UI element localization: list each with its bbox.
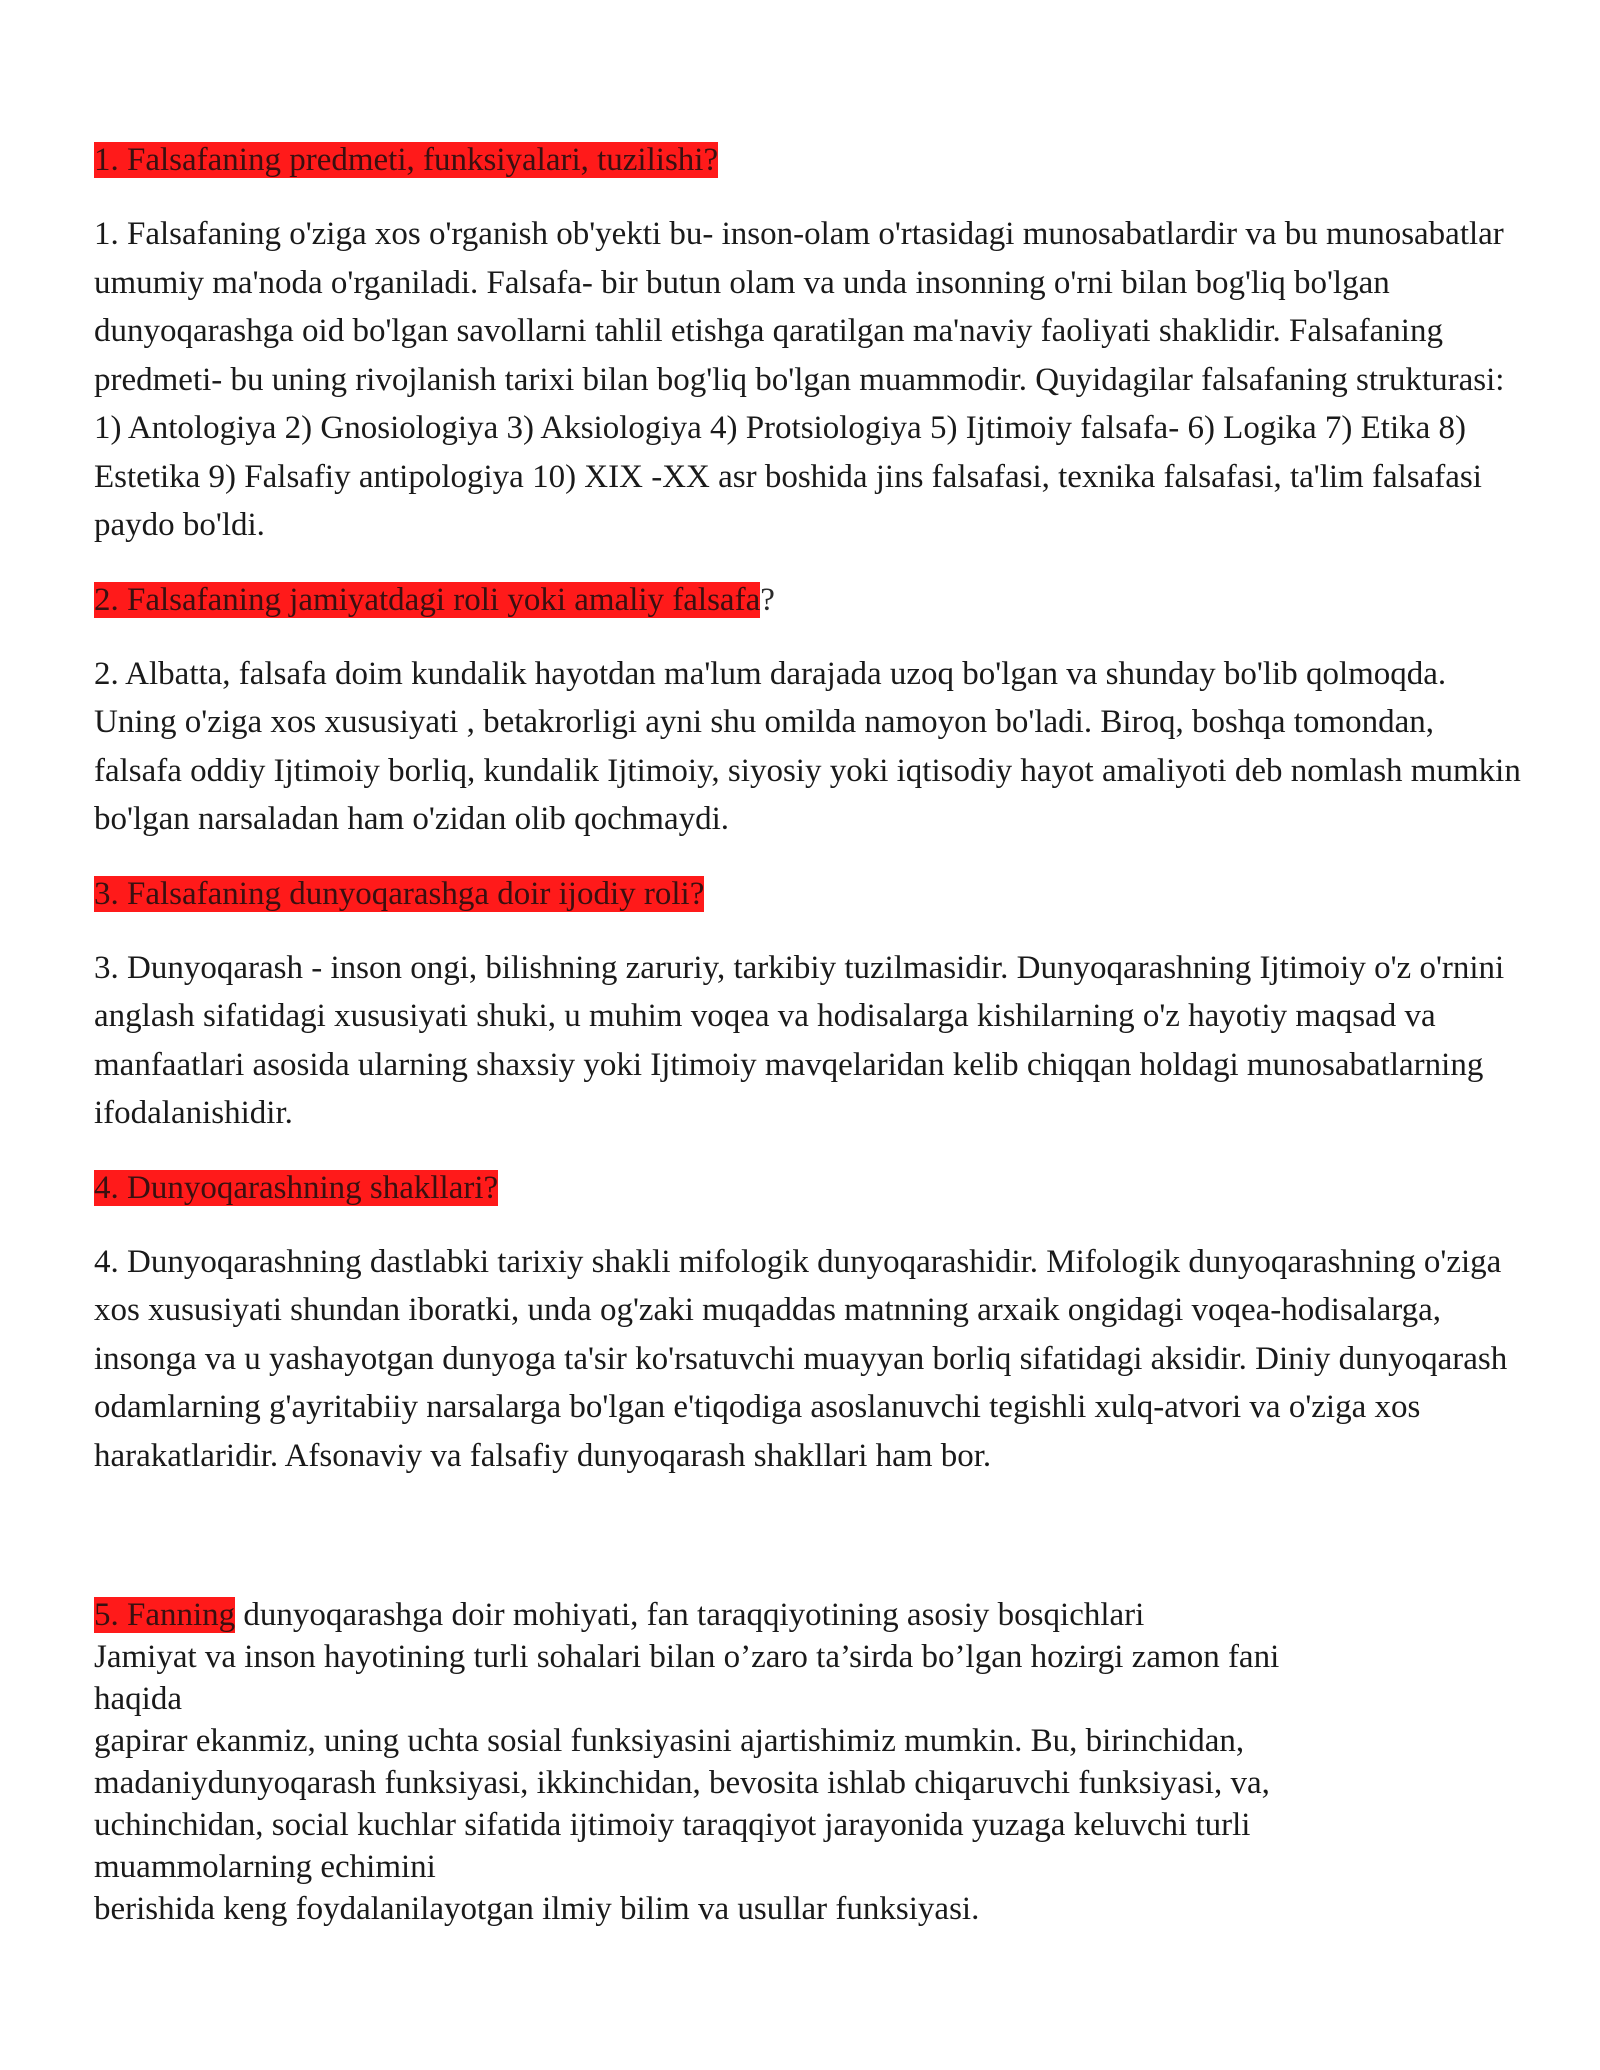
answer-paragraph-4: 4. Dunyoqarashning dastlabki tarixiy shakli mifologik dunyoqarashidir. Mifologik dunyoqarashning o'ziga xos xususiyati shundan iboratki, unda og'zaki muqaddas matnning arxaik ongidagi voqea-hodisalarga, insonga va u yashayotgan dunyoga ta'sir ko'rsatuvchi muayyan borliq sifatidagi aksidir. Diniy dunyoqarash odamlarning g'ayritabiiy narsalarga bo'lgan e'tiqodiga asoslanuvchi tegishli xulq-atvori va o'ziga xos harakatlaridir. Afsonaviy va falsafiy dunyoqarash shakllari ham bor. xyxy=(94,1243,1508,1474)
section-5-block xyxy=(94,1594,1524,1930)
answer-paragraph-3: 3. Dunyoqarash - inson ongi, bilishning zaruriy, tarkibiy tuzilmasidir. Dunyoqarashning Ijtimoiy o'z o'rnini anglash sifatidagi xususiyati shuki, u muhim voqea va hodisalarga kishilarning o'z hayotiy maqsad va manfaatlari asosida ularning shaxsiy yoki Ijtimoiy mavqelaridan kelib chiqqan holdagi munosabatlarning ifodalanishidir. xyxy=(94,949,1505,1131)
heading-highlight: 3. Falsafaning dunyoqarashga doir ijodiy roli? xyxy=(94,875,705,912)
question-heading-4 xyxy=(94,1164,1524,1212)
text-line: berishida keng foydalanilayotgan ilmiy bilim va usullar funksiyasi. xyxy=(94,1891,980,1927)
question-heading-3 xyxy=(94,870,1524,918)
text-line: haqida xyxy=(94,1681,182,1717)
text-line: uchinchidan, social kuchlar sifatida ijtimoiy taraqqiyot jarayonida yuzaga keluvchi turli xyxy=(94,1807,1251,1843)
question-heading-1 xyxy=(94,136,1524,184)
text-line: Jamiyat va inson hayotining turli sohalari bilan o’zaro ta’sirda bo’lgan hozirgi zamon fani xyxy=(94,1639,1280,1675)
heading-highlight: 5. Fanning xyxy=(94,1597,236,1633)
heading-highlight: 4. Dunyoqarashning shakllari? xyxy=(94,1169,499,1206)
question-heading-2 xyxy=(94,576,1524,624)
answer-paragraph-2: 2. Albatta, falsafa doim kundalik hayotdan ma'lum darajada uzoq bo'lgan va shunday bo'lib qolmoqda. Uning o'ziga xos xususiyati , betakrorligi ayni shu omilda namoyon bo'ladi. Biroq, boshqa tomondan, falsafa oddiy Ijtimoiy borliq, kundalik Ijtimoiy, siyosiy yoki iqtisodiy hayot amaliyoti deb nomlash mumkin bo'lgan narsaladan ham o'zidan olib qochmaydi. xyxy=(94,655,1521,837)
text-line: muammolarning echimini xyxy=(94,1849,436,1885)
question-heading-5 xyxy=(94,1594,1524,1636)
document-page xyxy=(94,136,1524,1930)
blank-space xyxy=(94,1506,1524,1594)
answer-paragraph-1: 1. Falsafaning o'ziga xos o'rganish ob'yekti bu- inson-olam o'rtasidagi munosabatlardir va bu munosabatlar umumiy ma'noda o'rganiladi. Falsafa- bir butun olam va unda insonning o'rni bilan bog'liq bo'lgan dunyoqarashga oid bo'lgan savollarni tahlil etishga qaratilgan ma'naviy faoliyati shaklidir. Falsafaning predmeti- bu uning rivojlanish tarixi bilan bog'liq bo'lgan muammodir. Quyidagilar falsafaning strukturasi: 1) Antologiya 2) Gnosiologiya 3) Aksiologiya 4) Protsiologiya 5) Ijtimoiy falsafa- 6) Logika 7) Etika 8) Estetika 9) Falsafiy antipologiya 10) XIX -XX asr boshida jins falsafasi, texnika falsafasi, ta'lim falsafasi paydo bo'ldi. xyxy=(94,216,1505,543)
text-line: gapirar ekanmiz, uning uchta sosial funksiyasini ajartishimiz mumkin. Bu, birinchidan, xyxy=(94,1723,1245,1759)
heading-highlight: 2. Falsafaning jamiyatdagi roli yoki amaliy falsafa xyxy=(94,581,761,618)
heading-suffix: dunyoqarashga doir mohiyati, fan taraqqiyotining asosiy bosqichlari xyxy=(235,1597,1145,1633)
heading-suffix: ? xyxy=(760,581,775,618)
text-line: madaniydunyoqarash funksiyasi, ikkinchidan, bevosita ishlab chiqaruvchi funksiyasi, va, xyxy=(94,1765,1270,1801)
heading-highlight: 1. Falsafaning predmeti, funksiyalari, tuzilishi? xyxy=(94,142,719,178)
